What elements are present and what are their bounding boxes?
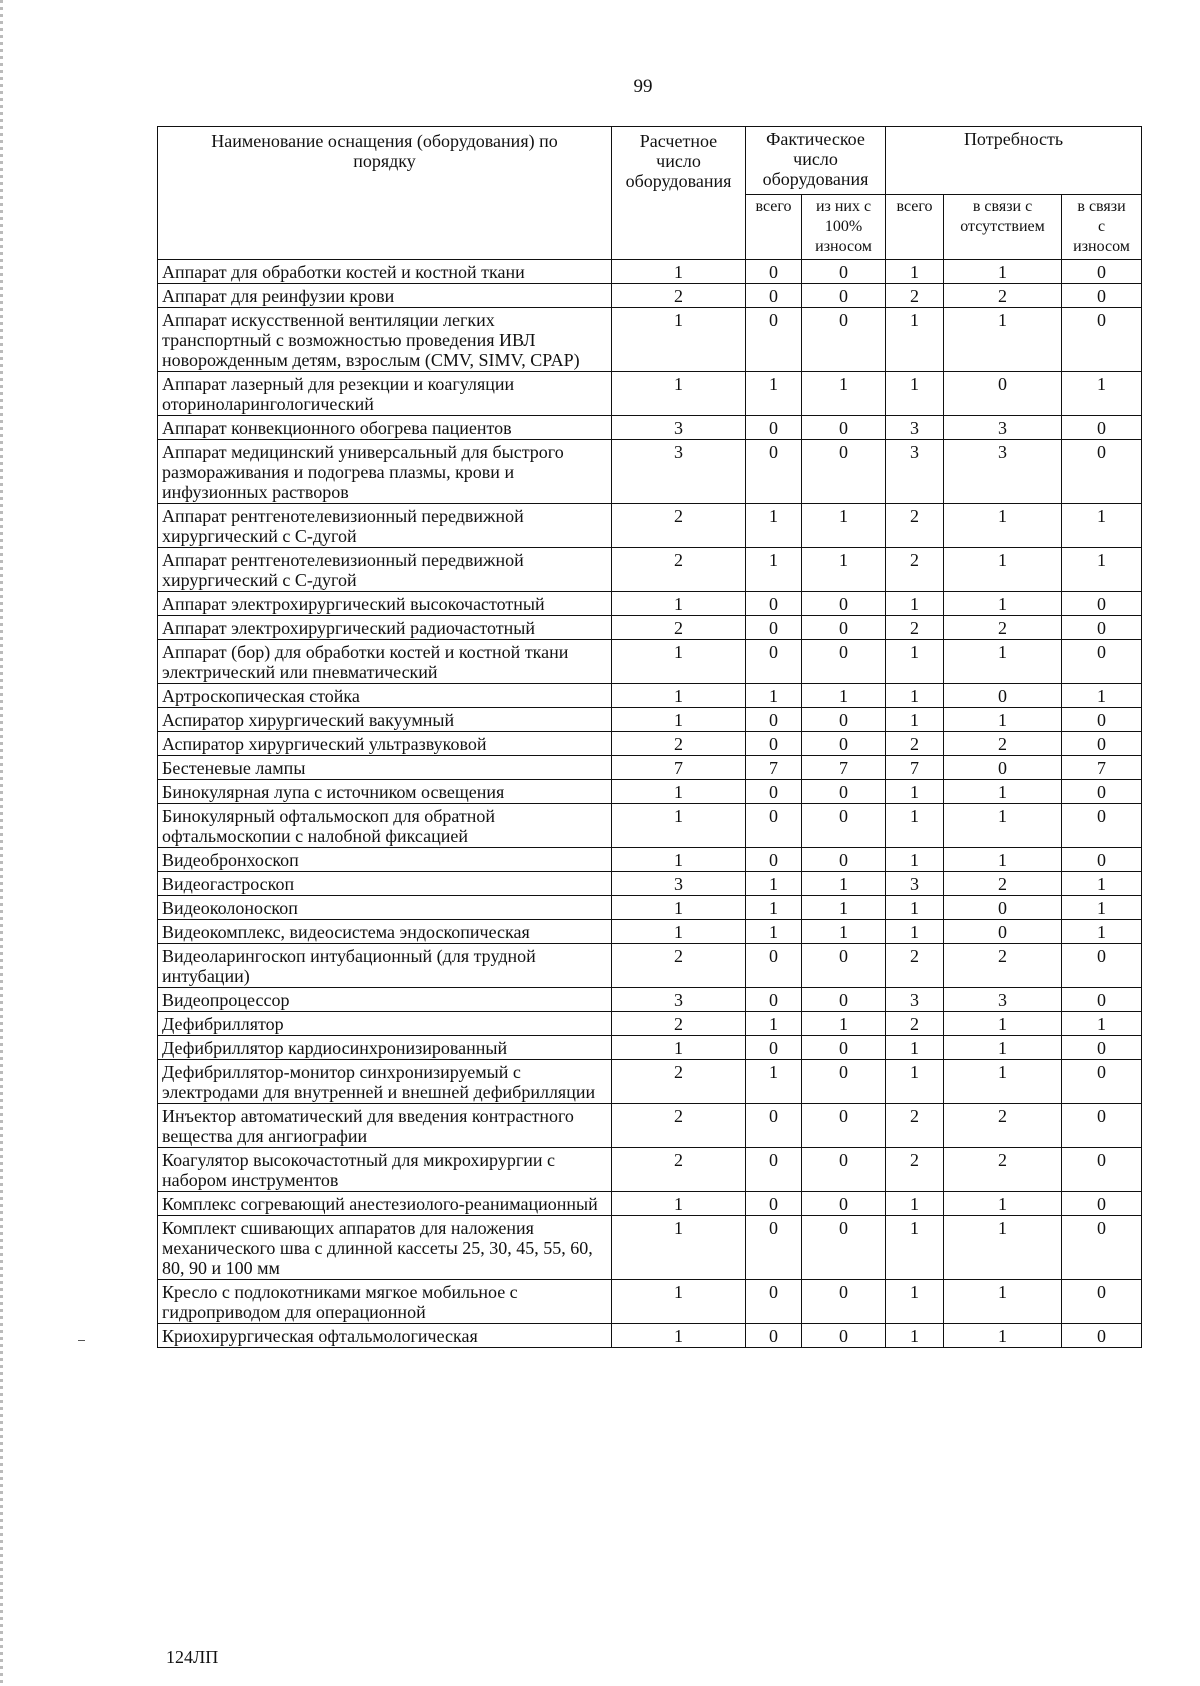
- need-absence-cell: 1: [944, 308, 1062, 372]
- actual-worn-cell: 0: [802, 780, 886, 804]
- need-absence-cell: 1: [944, 1012, 1062, 1036]
- estimated-count-cell: 1: [612, 804, 746, 848]
- actual-total-cell: 1: [746, 548, 802, 592]
- need-absence-cell: 1: [944, 260, 1062, 284]
- table-row: [158, 1104, 1142, 1148]
- need-total-cell: 1: [886, 372, 944, 416]
- equipment-name: Бинокулярная лупа с источником освещения: [158, 780, 612, 804]
- equipment-name: Дефибриллятор кардиосинхронизированный: [158, 1036, 612, 1060]
- actual-total-cell: 0: [746, 1324, 802, 1348]
- equipment-name: Видеогастроскоп: [158, 872, 612, 896]
- header-need: Потребность: [886, 127, 1142, 195]
- actual-worn-cell: 0: [802, 1216, 886, 1280]
- table-row: [158, 944, 1142, 988]
- table-row: [158, 504, 1142, 548]
- need-total-cell: 3: [886, 416, 944, 440]
- actual-worn-cell: 0: [802, 260, 886, 284]
- actual-total-cell: 1: [746, 1060, 802, 1104]
- need-wear-cell: 1: [1062, 872, 1142, 896]
- need-total-cell: 1: [886, 260, 944, 284]
- estimated-count-cell: 1: [612, 920, 746, 944]
- table-row: [158, 872, 1142, 896]
- need-absence-cell: 3: [944, 440, 1062, 504]
- need-total-cell: 1: [886, 804, 944, 848]
- need-wear-cell: 0: [1062, 1060, 1142, 1104]
- actual-total-cell: 0: [746, 1104, 802, 1148]
- table-row: [158, 896, 1142, 920]
- estimated-count-cell: 1: [612, 372, 746, 416]
- equipment-name: Дефибриллятор: [158, 1012, 612, 1036]
- equipment-name: Аппарат рентгенотелевизионный передвижной хирургический с С-дугой: [158, 504, 612, 548]
- actual-total-cell: 0: [746, 944, 802, 988]
- need-wear-cell: 0: [1062, 780, 1142, 804]
- need-total-cell: 2: [886, 732, 944, 756]
- table-row: [158, 592, 1142, 616]
- actual-worn-cell: 1: [802, 896, 886, 920]
- need-absence-cell: 0: [944, 372, 1062, 416]
- need-absence-cell: 2: [944, 616, 1062, 640]
- need-wear-cell: 1: [1062, 896, 1142, 920]
- need-wear-cell: 0: [1062, 804, 1142, 848]
- actual-worn-cell: 0: [802, 848, 886, 872]
- need-total-cell: 1: [886, 1280, 944, 1324]
- estimated-count-cell: 1: [612, 1280, 746, 1324]
- table-row: [158, 284, 1142, 308]
- need-wear-cell: 0: [1062, 616, 1142, 640]
- need-absence-cell: 1: [944, 504, 1062, 548]
- actual-worn-cell: 0: [802, 1324, 886, 1348]
- actual-worn-cell: 1: [802, 684, 886, 708]
- actual-worn-cell: 0: [802, 640, 886, 684]
- equipment-name: Бинокулярный офтальмоскоп для обратной офтальмоскопии с налобной фиксацией: [158, 804, 612, 848]
- actual-total-cell: 0: [746, 780, 802, 804]
- need-wear-cell: 1: [1062, 548, 1142, 592]
- actual-total-cell: 0: [746, 1192, 802, 1216]
- table-row: [158, 1216, 1142, 1280]
- equipment-name: Аппарат для реинфузии крови: [158, 284, 612, 308]
- actual-total-cell: 1: [746, 872, 802, 896]
- actual-total-cell: 0: [746, 848, 802, 872]
- table-row: [158, 988, 1142, 1012]
- table-row: [158, 732, 1142, 756]
- need-total-cell: 1: [886, 640, 944, 684]
- equipment-name: Артроскопическая стойка: [158, 684, 612, 708]
- need-total-cell: 1: [886, 708, 944, 732]
- actual-total-cell: 0: [746, 1148, 802, 1192]
- estimated-count-cell: 3: [612, 872, 746, 896]
- estimated-count-cell: 1: [612, 708, 746, 732]
- equipment-name: Дефибриллятор-монитор синхронизируемый с электродами для внутренней и внешней дефибрилляции: [158, 1060, 612, 1104]
- equipment-name: Инъектор автоматический для введения контрастного вещества для ангиографии: [158, 1104, 612, 1148]
- actual-total-cell: 1: [746, 372, 802, 416]
- actual-worn-cell: 7: [802, 756, 886, 780]
- need-total-cell: 2: [886, 548, 944, 592]
- actual-worn-cell: 1: [802, 1012, 886, 1036]
- equipment-name: Комплекс согревающий анестезиолого-реанимационный: [158, 1192, 612, 1216]
- need-wear-cell: 1: [1062, 372, 1142, 416]
- equipment-name: Видеоколоноскоп: [158, 896, 612, 920]
- actual-total-cell: 1: [746, 684, 802, 708]
- estimated-count-cell: 2: [612, 504, 746, 548]
- estimated-count-cell: 1: [612, 684, 746, 708]
- actual-worn-cell: 0: [802, 1060, 886, 1104]
- need-total-cell: 2: [886, 1012, 944, 1036]
- need-wear-cell: 0: [1062, 1148, 1142, 1192]
- need-total-cell: 2: [886, 1104, 944, 1148]
- need-wear-cell: 0: [1062, 592, 1142, 616]
- table-row: [158, 708, 1142, 732]
- equipment-name: Аспиратор хирургический ультразвуковой: [158, 732, 612, 756]
- actual-worn-cell: 0: [802, 1148, 886, 1192]
- table-row: [158, 1012, 1142, 1036]
- need-total-cell: 1: [886, 1192, 944, 1216]
- need-absence-cell: 1: [944, 1216, 1062, 1280]
- need-absence-cell: 1: [944, 1280, 1062, 1324]
- need-wear-cell: 0: [1062, 732, 1142, 756]
- need-absence-cell: 0: [944, 756, 1062, 780]
- estimated-count-cell: 1: [612, 640, 746, 684]
- document-code: 124ЛП: [166, 1647, 219, 1667]
- equipment-table: [157, 126, 1142, 1348]
- estimated-count-cell: 1: [612, 780, 746, 804]
- need-wear-cell: 0: [1062, 944, 1142, 988]
- actual-total-cell: 0: [746, 284, 802, 308]
- need-absence-cell: 3: [944, 416, 1062, 440]
- actual-total-cell: 0: [746, 416, 802, 440]
- need-wear-cell: 1: [1062, 1012, 1142, 1036]
- need-absence-cell: 0: [944, 896, 1062, 920]
- equipment-name: Кресло с подлокотниками мягкое мобильное с гидроприводом для операционной: [158, 1280, 612, 1324]
- actual-total-cell: 1: [746, 896, 802, 920]
- need-absence-cell: 2: [944, 1104, 1062, 1148]
- actual-worn-cell: 0: [802, 284, 886, 308]
- actual-worn-cell: 0: [802, 592, 886, 616]
- estimated-count-cell: 1: [612, 896, 746, 920]
- equipment-name: Аппарат электрохирургический радиочастотный: [158, 616, 612, 640]
- table-row: [158, 440, 1142, 504]
- need-total-cell: 1: [886, 920, 944, 944]
- actual-total-cell: 1: [746, 920, 802, 944]
- actual-total-cell: 0: [746, 592, 802, 616]
- need-wear-cell: 1: [1062, 920, 1142, 944]
- need-absence-cell: 1: [944, 1060, 1062, 1104]
- equipment-name: Аппарат рентгенотелевизионный передвижной хирургический с С-дугой: [158, 548, 612, 592]
- table-row: [158, 1280, 1142, 1324]
- actual-worn-cell: 0: [802, 944, 886, 988]
- header-actual: Фактическое число оборудования: [746, 127, 886, 195]
- need-absence-cell: 1: [944, 848, 1062, 872]
- actual-total-cell: 0: [746, 640, 802, 684]
- actual-total-cell: 0: [746, 1280, 802, 1324]
- estimated-count-cell: 1: [612, 1192, 746, 1216]
- actual-total-cell: 7: [746, 756, 802, 780]
- table-row: [158, 1060, 1142, 1104]
- table-row: [158, 640, 1142, 684]
- actual-worn-cell: 0: [802, 1104, 886, 1148]
- need-absence-cell: 1: [944, 592, 1062, 616]
- need-wear-cell: 1: [1062, 684, 1142, 708]
- equipment-name: Коагулятор высокочастотный для микрохирургии с набором инструментов: [158, 1148, 612, 1192]
- estimated-count-cell: 1: [612, 592, 746, 616]
- need-total-cell: 1: [886, 1216, 944, 1280]
- need-absence-cell: 1: [944, 804, 1062, 848]
- table-row: [158, 308, 1142, 372]
- need-absence-cell: 1: [944, 1036, 1062, 1060]
- actual-worn-cell: 0: [802, 1280, 886, 1324]
- equipment-name: Видеокомплекс, видеосистема эндоскопическая: [158, 920, 612, 944]
- table-row: [158, 920, 1142, 944]
- need-absence-cell: 1: [944, 780, 1062, 804]
- estimated-count-cell: 7: [612, 756, 746, 780]
- need-wear-cell: 1: [1062, 504, 1142, 548]
- actual-total-cell: 1: [746, 504, 802, 548]
- need-total-cell: 1: [886, 896, 944, 920]
- need-total-cell: 1: [886, 1036, 944, 1060]
- table-row: [158, 804, 1142, 848]
- need-absence-cell: 1: [944, 640, 1062, 684]
- need-absence-cell: 1: [944, 708, 1062, 732]
- actual-worn-cell: 0: [802, 804, 886, 848]
- need-absence-cell: 1: [944, 1192, 1062, 1216]
- actual-worn-cell: 0: [802, 988, 886, 1012]
- equipment-name: Аппарат лазерный для резекции и коагуляции оториноларингологический: [158, 372, 612, 416]
- table-row: [158, 848, 1142, 872]
- equipment-name: Аппарат (бор) для обработки костей и костной ткани электрический или пневматический: [158, 640, 612, 684]
- table-row: [158, 684, 1142, 708]
- equipment-name: Криохирургическая офтальмологическая: [158, 1324, 612, 1348]
- need-wear-cell: 0: [1062, 988, 1142, 1012]
- need-wear-cell: 0: [1062, 308, 1142, 372]
- estimated-count-cell: 3: [612, 988, 746, 1012]
- header-need-wear: в связи с износом: [1062, 195, 1142, 260]
- estimated-count-cell: 2: [612, 944, 746, 988]
- need-wear-cell: 0: [1062, 1216, 1142, 1280]
- need-total-cell: 2: [886, 944, 944, 988]
- actual-total-cell: 0: [746, 260, 802, 284]
- equipment-name: Бестеневые лампы: [158, 756, 612, 780]
- estimated-count-cell: 2: [612, 1012, 746, 1036]
- need-absence-cell: 2: [944, 284, 1062, 308]
- actual-worn-cell: 0: [802, 416, 886, 440]
- actual-total-cell: 0: [746, 988, 802, 1012]
- estimated-count-cell: 2: [612, 284, 746, 308]
- need-absence-cell: 2: [944, 732, 1062, 756]
- actual-worn-cell: 0: [802, 616, 886, 640]
- need-total-cell: 1: [886, 1060, 944, 1104]
- table-row: [158, 1324, 1142, 1348]
- actual-worn-cell: 0: [802, 308, 886, 372]
- need-wear-cell: 0: [1062, 1036, 1142, 1060]
- table-row: [158, 416, 1142, 440]
- need-total-cell: 2: [886, 616, 944, 640]
- actual-worn-cell: 0: [802, 440, 886, 504]
- need-wear-cell: 0: [1062, 848, 1142, 872]
- actual-worn-cell: 0: [802, 1036, 886, 1060]
- actual-total-cell: 0: [746, 1036, 802, 1060]
- need-total-cell: 3: [886, 988, 944, 1012]
- need-absence-cell: 0: [944, 684, 1062, 708]
- estimated-count-cell: 2: [612, 616, 746, 640]
- table-row: [158, 260, 1142, 284]
- need-absence-cell: 2: [944, 872, 1062, 896]
- need-total-cell: 1: [886, 592, 944, 616]
- equipment-name: Аппарат медицинский универсальный для быстрого размораживания и подогрева плазмы, крови и инфузионных растворов: [158, 440, 612, 504]
- equipment-name: Видеопроцессор: [158, 988, 612, 1012]
- estimated-count-cell: 2: [612, 1060, 746, 1104]
- need-total-cell: 1: [886, 684, 944, 708]
- need-wear-cell: 0: [1062, 416, 1142, 440]
- estimated-count-cell: 2: [612, 548, 746, 592]
- actual-total-cell: 0: [746, 440, 802, 504]
- table-row: [158, 1192, 1142, 1216]
- need-absence-cell: 3: [944, 988, 1062, 1012]
- header-need-absence: в связи с отсутствием: [944, 195, 1062, 260]
- need-absence-cell: 0: [944, 920, 1062, 944]
- need-wear-cell: 0: [1062, 640, 1142, 684]
- need-wear-cell: 0: [1062, 260, 1142, 284]
- estimated-count-cell: 2: [612, 1104, 746, 1148]
- page-number: 99: [633, 76, 653, 97]
- actual-worn-cell: 0: [802, 1192, 886, 1216]
- estimated-count-cell: 1: [612, 260, 746, 284]
- equipment-name: Аппарат для обработки костей и костной ткани: [158, 260, 612, 284]
- estimated-count-cell: 1: [612, 308, 746, 372]
- actual-worn-cell: 0: [802, 732, 886, 756]
- actual-worn-cell: 1: [802, 504, 886, 548]
- actual-worn-cell: 1: [802, 872, 886, 896]
- actual-worn-cell: 0: [802, 708, 886, 732]
- actual-worn-cell: 1: [802, 372, 886, 416]
- need-total-cell: 2: [886, 1148, 944, 1192]
- table-row: [158, 616, 1142, 640]
- table-row: [158, 780, 1142, 804]
- need-wear-cell: 0: [1062, 708, 1142, 732]
- actual-total-cell: 0: [746, 616, 802, 640]
- estimated-count-cell: 2: [612, 732, 746, 756]
- table-row: [158, 372, 1142, 416]
- need-total-cell: 3: [886, 872, 944, 896]
- actual-total-cell: 0: [746, 804, 802, 848]
- need-wear-cell: 0: [1062, 284, 1142, 308]
- need-total-cell: 1: [886, 848, 944, 872]
- need-total-cell: 2: [886, 284, 944, 308]
- scan-edge-mark: [0, 0, 3, 1686]
- need-absence-cell: 2: [944, 1148, 1062, 1192]
- table-row: [158, 1036, 1142, 1060]
- need-total-cell: 1: [886, 308, 944, 372]
- need-absence-cell: 1: [944, 548, 1062, 592]
- need-total-cell: 1: [886, 780, 944, 804]
- actual-total-cell: 0: [746, 708, 802, 732]
- table-body: [158, 260, 1142, 1348]
- estimated-count-cell: 1: [612, 848, 746, 872]
- need-wear-cell: 0: [1062, 1280, 1142, 1324]
- header-actual-worn: из них с 100% износом: [802, 195, 886, 260]
- need-wear-cell: 0: [1062, 1192, 1142, 1216]
- estimated-count-cell: 1: [612, 1324, 746, 1348]
- need-total-cell: 7: [886, 756, 944, 780]
- actual-worn-cell: 1: [802, 548, 886, 592]
- estimated-count-cell: 2: [612, 1148, 746, 1192]
- scan-dash-mark: [78, 1340, 85, 1341]
- equipment-name: Видеоларингоскоп интубационный (для трудной интубации): [158, 944, 612, 988]
- need-total-cell: 3: [886, 440, 944, 504]
- need-absence-cell: 2: [944, 944, 1062, 988]
- estimated-count-cell: 3: [612, 416, 746, 440]
- actual-total-cell: 0: [746, 1216, 802, 1280]
- header-actual-total: всего: [746, 195, 802, 260]
- actual-total-cell: 0: [746, 732, 802, 756]
- actual-worn-cell: 1: [802, 920, 886, 944]
- equipment-name: Аппарат искусственной вентиляции легких транспортный с возможностью проведения ИВЛ новорожденным детям, взрослым (CMV, SIMV, CPAP): [158, 308, 612, 372]
- equipment-name: Аппарат конвекционного обогрева пациентов: [158, 416, 612, 440]
- need-total-cell: 1: [886, 1324, 944, 1348]
- equipment-name: Аппарат электрохирургический высокочастотный: [158, 592, 612, 616]
- equipment-name: Аспиратор хирургический вакуумный: [158, 708, 612, 732]
- estimated-count-cell: 3: [612, 440, 746, 504]
- table-row: [158, 1148, 1142, 1192]
- need-wear-cell: 0: [1062, 1104, 1142, 1148]
- equipment-name: Видеобронхоскоп: [158, 848, 612, 872]
- table-row: [158, 756, 1142, 780]
- actual-total-cell: 1: [746, 1012, 802, 1036]
- table-row: [158, 548, 1142, 592]
- table-header: [158, 127, 1142, 260]
- estimated-count-cell: 1: [612, 1036, 746, 1060]
- header-name: Наименование оснащения (оборудования) по порядку: [158, 127, 612, 260]
- need-absence-cell: 1: [944, 1324, 1062, 1348]
- estimated-count-cell: 1: [612, 1216, 746, 1280]
- actual-total-cell: 0: [746, 308, 802, 372]
- equipment-name: Комплект сшивающих аппаратов для наложения механического шва с длинной кассеты 25, 30, 45, 55, 60, 80, 90 и 100 мм: [158, 1216, 612, 1280]
- header-estimated: Расчетное число оборудования: [612, 127, 746, 260]
- header-need-total: всего: [886, 195, 944, 260]
- need-total-cell: 2: [886, 504, 944, 548]
- need-wear-cell: 7: [1062, 756, 1142, 780]
- need-wear-cell: 0: [1062, 440, 1142, 504]
- need-wear-cell: 0: [1062, 1324, 1142, 1348]
